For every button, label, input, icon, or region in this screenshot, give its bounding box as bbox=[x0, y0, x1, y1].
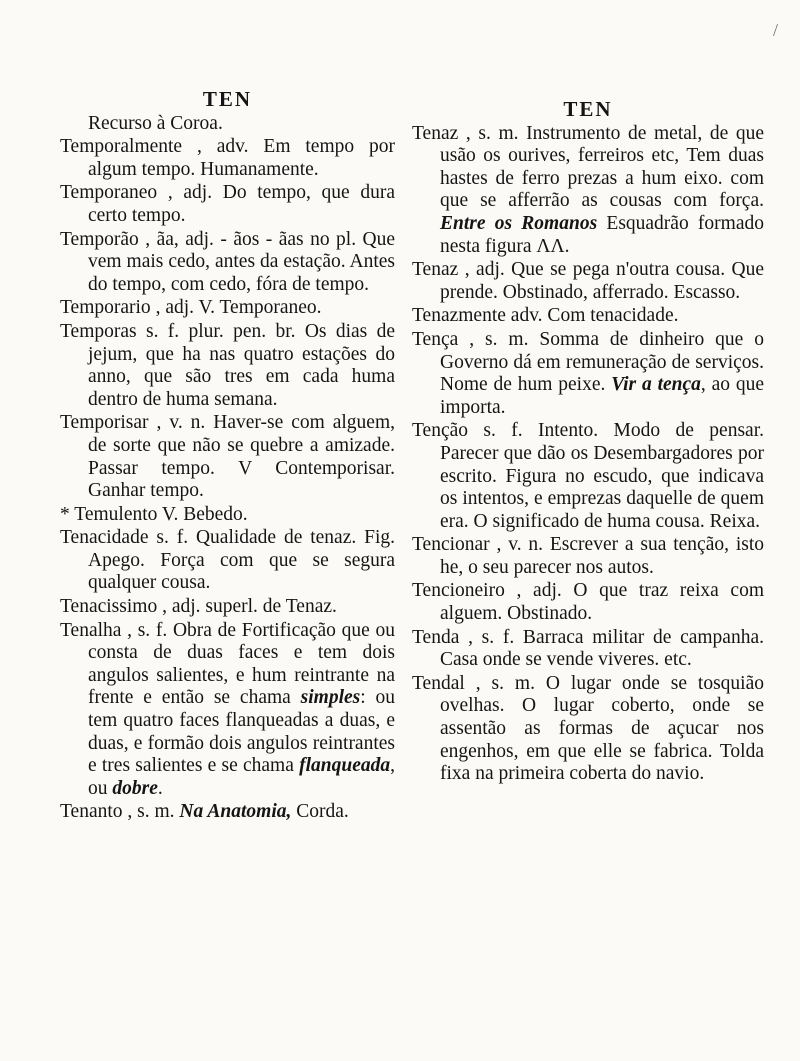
entry-definition-cont: Corda. bbox=[296, 801, 349, 823]
entry-headword: Temporario bbox=[60, 297, 151, 319]
entry-headword: Temporão bbox=[60, 228, 139, 250]
entry-definition-cont: Esquadrão formado nesta figura ΛΛ. bbox=[440, 212, 764, 257]
dictionary-entry bbox=[412, 534, 764, 579]
dictionary-entry bbox=[412, 420, 764, 533]
entry-headword: Tencionar bbox=[412, 534, 490, 556]
entry-headword: Tenacidade bbox=[60, 527, 149, 549]
right-column bbox=[412, 98, 764, 787]
left-column bbox=[60, 88, 395, 825]
dictionary-entry bbox=[412, 305, 764, 328]
entry-emphasis: simples bbox=[300, 687, 361, 709]
dictionary-entry bbox=[60, 801, 395, 824]
entry-headword: Tencioneiro bbox=[412, 580, 505, 602]
entry-emphasis: Na Anatomia, bbox=[179, 801, 292, 823]
entry-emphasis: Vir a tença bbox=[611, 374, 701, 396]
entry-definition: V. Bebedo. bbox=[161, 503, 248, 525]
entry-definition: , adj. V. Temporaneo. bbox=[155, 297, 322, 319]
entry-headword: Tenanto bbox=[60, 801, 123, 823]
entry-definition: , ãa, adj. - ãos - ãas no pl. Que vem mais cedo, antes da estação. Antes do tempo, com cedo, fóra de tempo. bbox=[88, 228, 396, 295]
left-entries bbox=[60, 113, 395, 824]
entry-definition-cont: : ou tem quatro faces flanqueadas a duas, e duas, e formão dois angulos reintrantes e tres salientes e se chama bbox=[88, 687, 396, 777]
entry-headword: Tenacissimo bbox=[60, 596, 158, 618]
entry-headword: Tenazmente bbox=[412, 305, 506, 327]
entry-definition: , adv. Em tempo por algum tempo. Humanamente. bbox=[88, 136, 395, 180]
entry-definition: , adj. O que traz reixa com alguem. Obstinado. bbox=[440, 580, 765, 625]
entry-headword: Temporas bbox=[60, 320, 137, 342]
dictionary-entry bbox=[60, 620, 395, 801]
entry-headword: Tença bbox=[412, 328, 459, 350]
entry-headword: Tenção bbox=[412, 420, 469, 442]
dictionary-entry bbox=[60, 297, 395, 320]
right-entries bbox=[412, 123, 764, 786]
entry-definition: s. f. Intento. Modo de pensar. Parecer que dão os Desembargadores por escrito. Figura no escudo, que indicava os intentos, e emprezas daquelle de quem era. O significado de huma cousa. Reixa. bbox=[440, 420, 764, 532]
entry-headword: Tenaz bbox=[412, 259, 459, 281]
dictionary-entry bbox=[60, 113, 395, 136]
dictionary-entry bbox=[60, 229, 395, 297]
entry-emphasis: dobre bbox=[112, 777, 158, 799]
entry-definition: , s. m. bbox=[127, 801, 175, 823]
dictionary-entry bbox=[60, 596, 395, 619]
entry-definition: , adj. Do tempo, que dura certo tempo. bbox=[88, 182, 396, 226]
entry-definition: s. f. plur. pen. br. Os dias de jejum, que ha nas quatro estações do anno, que são tres em cada huma dentro de huma semana. bbox=[88, 320, 396, 410]
dictionary-entry bbox=[60, 136, 395, 181]
dictionary-entry bbox=[412, 580, 764, 625]
entry-definition: , s. m. O lugar onde se tosquião ovelhas. O lugar coberto, onde se assentão as formas de açucar nos engenhos, em que elle se fabrica. Tolda fixa na primeira coberta do navio. bbox=[440, 672, 764, 785]
entry-emphasis: flanqueada bbox=[299, 755, 391, 777]
entry-definition: , s. f. Obra de Fortificação que ou consta de duas faces e tem dois angulos salientes, e hum reintrante na frente e então se chama bbox=[88, 619, 395, 709]
entry-definition: adv. Com tenacidade. bbox=[510, 305, 679, 327]
entry-definition: s. f. Qualidade de tenaz. Fig. Apego. Força com que se segura qualquer cousa. bbox=[88, 527, 396, 594]
running-head-right: TEN bbox=[563, 97, 613, 121]
entry-definition: , v. n. Haver-se com alguem, de sorte que não se quebre a amizade. Passar tempo. V Contemporisar. Ganhar tempo. bbox=[88, 412, 396, 502]
dictionary-entry bbox=[412, 673, 764, 786]
dictionary-entry bbox=[412, 259, 764, 304]
dictionary-entry bbox=[412, 123, 764, 259]
entry-definition: , s. m. Instrumento de metal, de que usão os ourives, ferreiros etc, Tem duas hastes de ferro prezas a hum eixo. com que se afferrão as cousas com força. bbox=[440, 122, 764, 212]
entry-emphasis: Entre os Romanos bbox=[440, 212, 598, 234]
entry-definition-cont: , ao que importa. bbox=[440, 374, 765, 418]
entry-headword: Tendal bbox=[412, 672, 465, 694]
entry-headword: Temporisar bbox=[60, 412, 149, 434]
dictionary-entry bbox=[60, 527, 395, 595]
entry-definition: , v. n. Escrever a sua tenção, isto he, o seu parecer nos autos. bbox=[440, 534, 764, 578]
entry-definition: , adj. superl. de Tenaz. bbox=[162, 596, 337, 618]
dictionary-entry bbox=[60, 412, 395, 502]
entry-definition: , s. f. Barraca militar de campanha. Casa onde se vende viveres. etc. bbox=[440, 626, 764, 671]
dictionary-entry bbox=[60, 504, 395, 527]
entry-definition: Recurso à Coroa. bbox=[88, 112, 223, 134]
entry-headword: * Temulento bbox=[60, 503, 158, 525]
entry-headword: Temporaneo bbox=[60, 182, 158, 204]
entry-definition: , s. m. Somma de dinheiro que o Governo dá em remuneração de serviços. Nome de hum peixe. bbox=[440, 328, 764, 396]
margin-mark: / bbox=[772, 20, 778, 40]
dictionary-entry bbox=[60, 321, 395, 411]
entry-definition-cont: , ou bbox=[88, 755, 395, 799]
running-head-left: TEN bbox=[202, 87, 253, 111]
entry-headword: Tenda bbox=[412, 626, 460, 648]
entry-definition-cont: . bbox=[157, 777, 163, 799]
entry-headword: Temporalmente bbox=[60, 136, 183, 158]
dictionary-entry bbox=[412, 329, 764, 419]
dictionary-entry bbox=[60, 182, 395, 227]
entry-definition: , adj. Que se pega n'outra cousa. Que prende. Obstinado, afferrado. Escasso. bbox=[440, 259, 764, 303]
dictionary-entry bbox=[412, 627, 764, 672]
entry-headword: Tenaz bbox=[412, 122, 459, 144]
entry-headword: Tenalha bbox=[60, 619, 122, 641]
